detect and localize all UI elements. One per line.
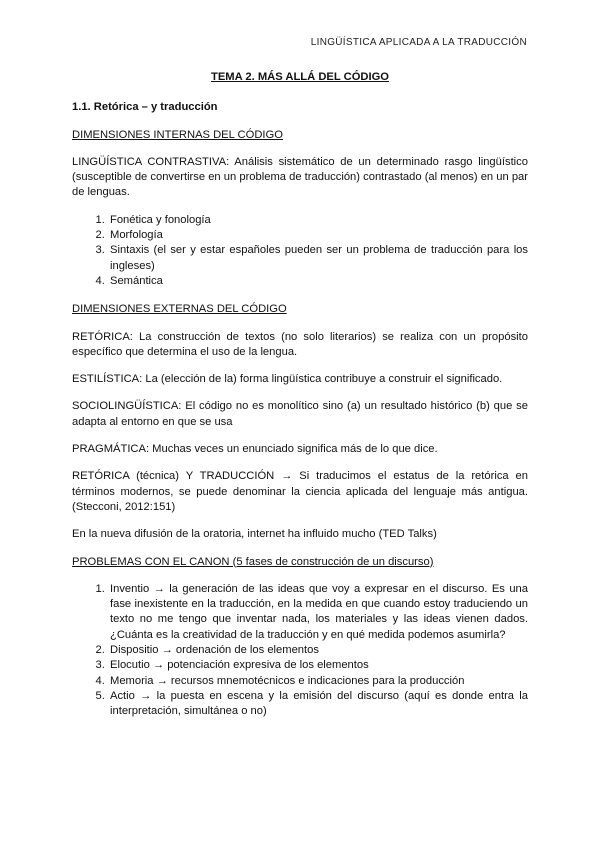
list-item: 1. Fonética y fonología: [108, 213, 528, 228]
heading-canon-problems: PROBLEMAS CON EL CANON (5 fases de construcción de un discurso): [72, 555, 434, 568]
list-item: 4. Memoria → recursos mnemotécnicos e indicaciones para la producción: [108, 674, 528, 689]
document-body: [72, 70, 528, 732]
paragraph-retorica: RETÓRICA: La construcción de textos (no solo literarios) se realiza con un propósito específico que determina el uso de la lengua.: [72, 330, 528, 358]
running-header: LINGÜÍSTICA APLICADA A LA TRADUCCIÓN: [310, 37, 527, 48]
paragraph-pragmatica: PRAGMÁTICA: Muchas veces un enunciado significa más de lo que dice.: [72, 443, 438, 456]
page-title: TEMA 2. MÁS ALLÁ DEL CÓDIGO: [211, 71, 389, 83]
paragraph-retorica-traduccion: RETÓRICA (técnica) Y TRADUCCIÓN → Si traducimos el estatus de la retórica en términos modernos, se puede denominar la ciencia aplicada del lenguaje más antigua. (Stecconi, 2012:151): [72, 470, 528, 513]
list-item: 5. Actio → la puesta en escena y la emisión del discurso (aquí es donde entra la interpretación, simultánea o no): [108, 689, 528, 720]
section-subtitle: 1.1. Retórica – y traducción: [72, 101, 218, 114]
heading-internal-dimensions: DIMENSIONES INTERNAS DEL CÓDIGO: [72, 128, 283, 141]
paragraph-sociolinguistica: SOCIOLINGÜÍSTICA: El código no es monolítico sino (a) un resultado histórico (b) que se adapta al entorno en que se usa: [72, 400, 528, 428]
paragraph-estilistica: ESTILÍSTICA: La (elección de la) forma lingüística contribuye a construir el significado.: [72, 373, 503, 386]
canon-phases-list: [72, 582, 528, 720]
list-item: 3. Elocutio → potenciación expresiva de los elementos: [108, 658, 528, 673]
paragraph-contrastive-linguistics: LINGÜÍSTICA CONTRASTIVA: Análisis sistemático de un determinado rasgo lingüístico (susceptible de convertirse en un problema de traducción) contrastado (al menos) en un par de lenguas.: [72, 155, 528, 199]
list-item: 1. Inventio → la generación de las ideas que voy a expresar en el discurso. Es una fase inexistente en la traducción, en la medida en que cuando estoy traduciendo un texto no me tengo que inventar nada, los materiales y las ideas vienen dados. ¿Cuánta es la creatividad de la traducción y en qué medida podemos asumirla?: [108, 582, 528, 643]
internal-dimensions-list: [72, 213, 528, 289]
list-item: 2. Morfología: [108, 228, 528, 243]
list-item: 4. Semántica: [108, 274, 528, 289]
list-item: 2. Dispositio → ordenación de los elementos: [108, 643, 528, 658]
paragraph-oratoria: En la nueva difusión de la oratoria, internet ha influido mucho (TED Talks): [72, 528, 437, 541]
list-item: 3. Sintaxis (el ser y estar españoles pueden ser un problema de traducción para los ingleses): [108, 243, 528, 274]
heading-external-dimensions: DIMENSIONES EXTERNAS DEL CÓDIGO: [72, 303, 287, 316]
